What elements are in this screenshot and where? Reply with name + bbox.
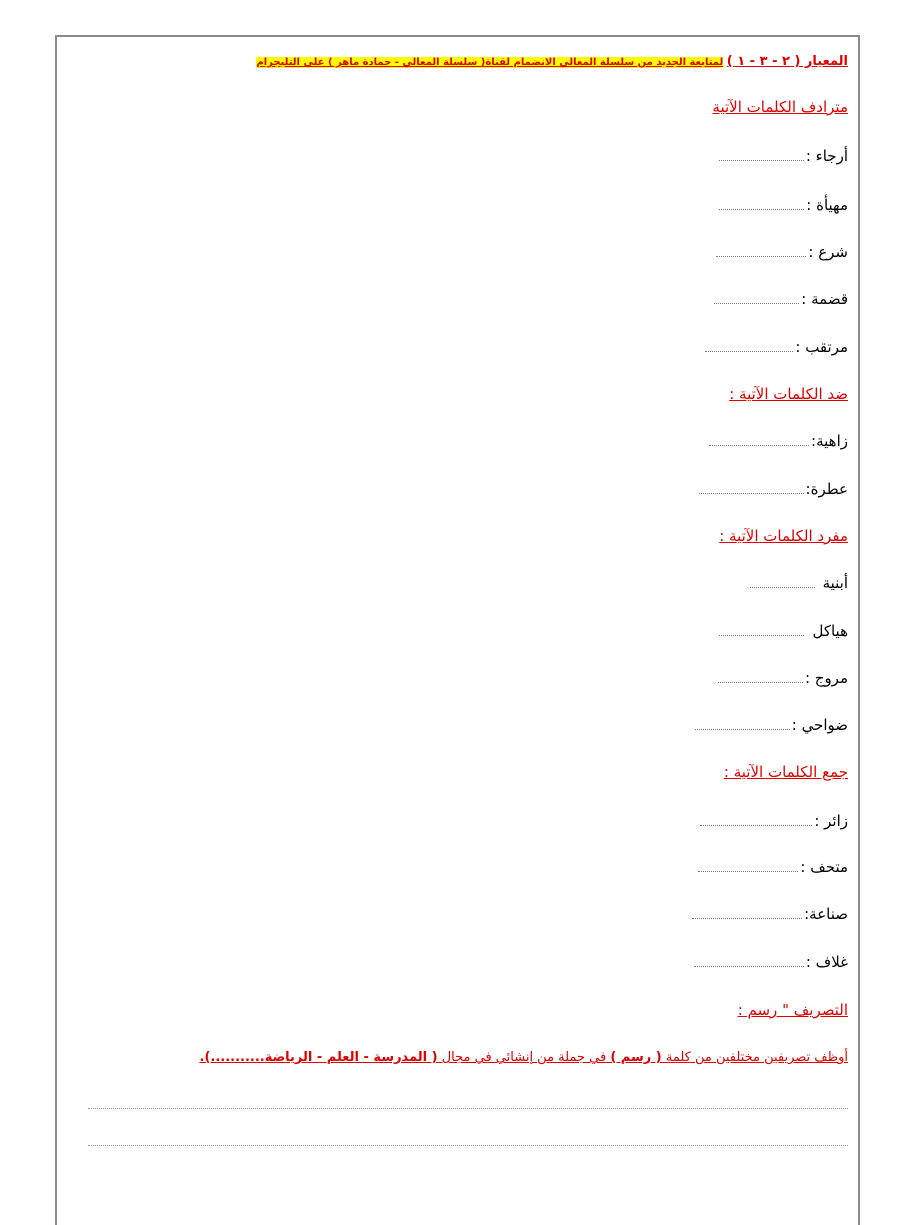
- item-word: قضمة :: [801, 290, 848, 308]
- answer-blank[interactable]: [719, 198, 804, 210]
- answer-blank[interactable]: [714, 292, 799, 304]
- synonym-item: [705, 338, 848, 356]
- answer-blank[interactable]: [698, 860, 798, 872]
- answer-blank[interactable]: [709, 434, 809, 446]
- plural-item: [700, 812, 848, 830]
- synonym-item: [719, 196, 848, 214]
- item-word: غلاف :: [805, 953, 848, 971]
- plural-item: [698, 858, 848, 876]
- singulars-title: مفرد الكلمات الآتية :: [719, 527, 848, 545]
- answer-line[interactable]: [88, 1108, 848, 1109]
- item-word: مروج :: [804, 669, 848, 687]
- singular-item: [719, 622, 848, 640]
- item-word: شرع :: [808, 243, 848, 261]
- answer-blank[interactable]: [716, 245, 806, 257]
- telegram-notice: لمتابعة الجديد من سلسلة المعالي الانضمام لقناة( سلسلة المعالي - حمادة ماهر ) على التليجرام: [256, 57, 724, 68]
- answer-blank[interactable]: [695, 718, 790, 730]
- synonym-item: [716, 243, 848, 261]
- question-fields: ( المدرسة - العلم - الرياضة...........).: [199, 1050, 438, 1065]
- item-word: أرجاء :: [805, 147, 848, 165]
- answer-blank[interactable]: [719, 624, 804, 636]
- item-word: زاهية:: [811, 432, 848, 450]
- answer-blank[interactable]: [750, 576, 815, 588]
- item-word: مرتقب :: [795, 338, 848, 356]
- antonym-item: [709, 432, 848, 450]
- synonym-item: [714, 290, 848, 308]
- answer-line[interactable]: [88, 1145, 848, 1146]
- header-line: [256, 54, 848, 69]
- answer-blank[interactable]: [719, 149, 804, 161]
- question-keyword: ( رسم ): [610, 1050, 662, 1065]
- synonyms-title: مترادف الكلمات الآتية: [712, 98, 848, 116]
- antonym-item: [699, 480, 848, 498]
- question-text-2: في جملة من إنشائي في مجال: [441, 1050, 607, 1065]
- item-word: هياكل: [812, 622, 848, 640]
- answer-blank[interactable]: [700, 814, 812, 826]
- answer-blank[interactable]: [694, 955, 804, 967]
- item-word: عطرة:: [805, 480, 848, 498]
- item-word: متحف :: [800, 858, 848, 876]
- singular-item: [750, 574, 848, 592]
- answer-blank[interactable]: [699, 482, 804, 494]
- plurals-title: جمع الكلمات الآتية :: [723, 763, 848, 781]
- conjugation-question: [200, 1050, 849, 1065]
- answer-blank[interactable]: [692, 907, 802, 919]
- plural-item: [692, 905, 848, 923]
- singular-item: [718, 669, 848, 687]
- synonym-item: [719, 147, 848, 165]
- answer-blank[interactable]: [718, 671, 803, 683]
- item-word: زائر :: [814, 812, 848, 830]
- answer-blank[interactable]: [705, 340, 793, 352]
- item-word: صناعة:: [804, 905, 848, 923]
- singular-item: [695, 716, 848, 734]
- conjugation-title: التصريف " رسم :: [737, 1001, 848, 1019]
- item-word: أبنية: [822, 574, 848, 592]
- plural-item: [694, 953, 848, 971]
- item-word: مهيأة :: [806, 196, 848, 214]
- antonyms-title: ضد الكلمات الآتية :: [729, 385, 848, 403]
- item-word: ضواحي :: [791, 716, 848, 734]
- question-text-1: أوظف تصريفين مختلفين من كلمة: [665, 1050, 848, 1065]
- standard-label: المعيار ( ٢ - ٣ - ١ ): [726, 54, 848, 69]
